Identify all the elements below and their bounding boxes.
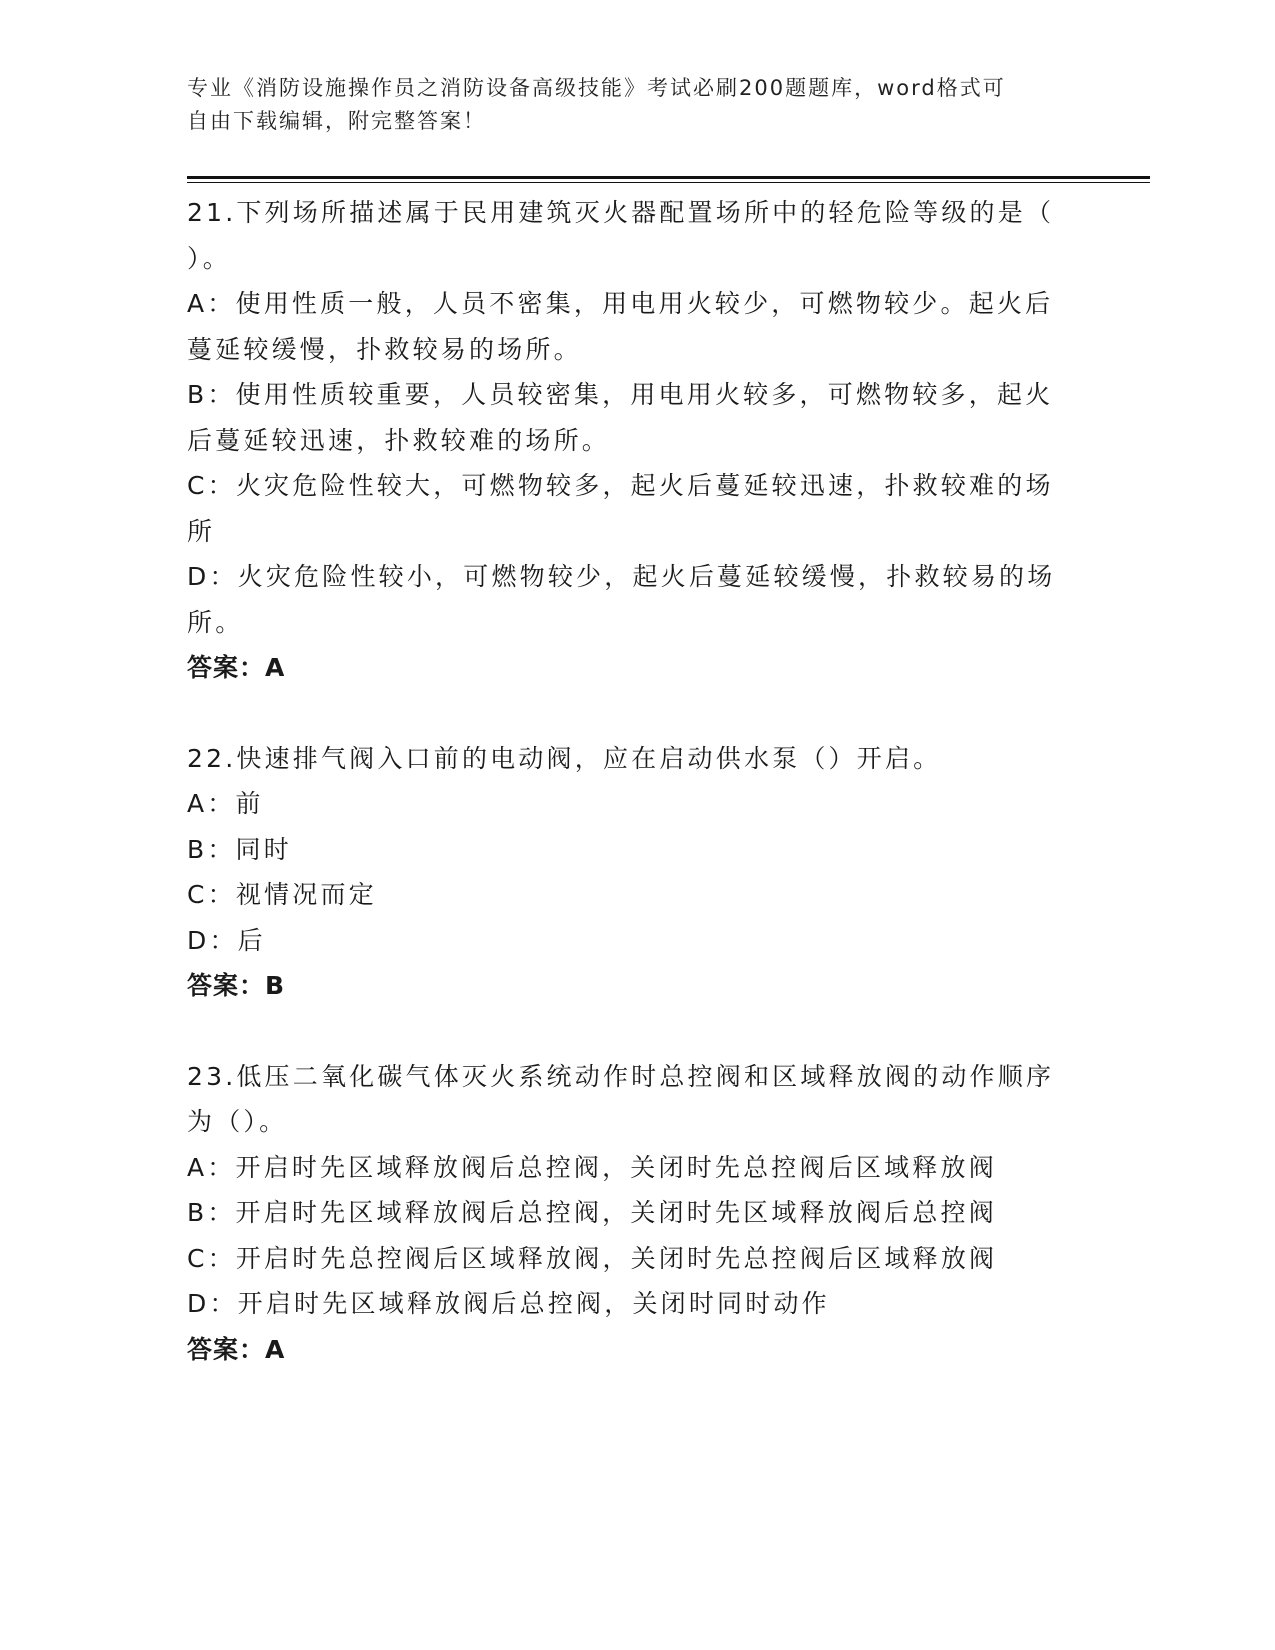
question-stem-cont: 为（）。 (187, 1107, 288, 1136)
header-divider-thin (187, 182, 1150, 183)
option-a: A：开启时先区域释放阀后总控阀，关闭时先总控阀后区域释放阀 (187, 1152, 997, 1182)
option-c: C：火灾危险性较大，可燃物较多，起火后蔓延较迅速，扑救较难的场 (187, 471, 1054, 500)
question-21 (187, 190, 1077, 691)
document-header (187, 72, 1067, 138)
option-c: C：开启时先总控阀后区域释放阀，关闭时先总控阀后区域释放阀 (187, 1243, 998, 1273)
question-stem: 22.快速排气阀入口前的电动阀，应在启动供水泵（）开启。 (187, 743, 942, 773)
question-22 (187, 736, 1077, 1009)
option-a-cont: 蔓延较缓慢，扑救较易的场所。 (187, 334, 582, 364)
answer-label: 答案：A (187, 1334, 286, 1364)
option-b: B：使用性质较重要，人员较密集，用电用火较多，可燃物较多，起火 (187, 380, 1054, 409)
question-stem-cont: ）。 (187, 243, 231, 273)
option-b: B：开启时先区域释放阀后总控阀，关闭时先区域释放阀后总控阀 (187, 1198, 997, 1227)
header-line-2: 自由下载编辑，附完整答案！ (187, 109, 486, 133)
option-a: A：使用性质一般，人员不密集，用电用火较少，可燃物较少。起火后 (187, 289, 1054, 318)
option-d: D：火灾危险性较小，可燃物较少，起火后蔓延较缓慢，扑救较易的场 (187, 562, 1056, 591)
option-d: D：开启时先区域释放阀后总控阀，关闭时同时动作 (187, 1289, 830, 1318)
option-d: D：后 (187, 925, 266, 955)
option-b-cont: 后蔓延较迅速，扑救较难的场所。 (187, 425, 611, 455)
option-a: A：前 (187, 789, 264, 818)
header-line-1: 专业《消防设施操作员之消防设备高级技能》考试必刷200题题库，word格式可 (187, 76, 1006, 100)
question-spacer (187, 691, 1077, 736)
question-stem: 21.下列场所描述属于民用建筑灭火器配置场所中的轻危险等级的是（ (187, 198, 1055, 227)
question-spacer (187, 1009, 1077, 1054)
option-c-cont: 所 (187, 516, 216, 546)
option-d-cont: 所。 (187, 607, 244, 637)
option-b: B：同时 (187, 834, 292, 864)
answer-label: 答案：A (187, 653, 286, 682)
option-c: C：视情况而定 (187, 880, 377, 909)
question-list (187, 190, 1077, 1372)
header-divider-thick (187, 176, 1150, 179)
question-23 (187, 1054, 1077, 1373)
question-stem: 23.低压二氧化碳气体灭火系统动作时总控阀和区域释放阀的动作顺序 (187, 1061, 1055, 1091)
answer-label: 答案：B (187, 971, 286, 1000)
